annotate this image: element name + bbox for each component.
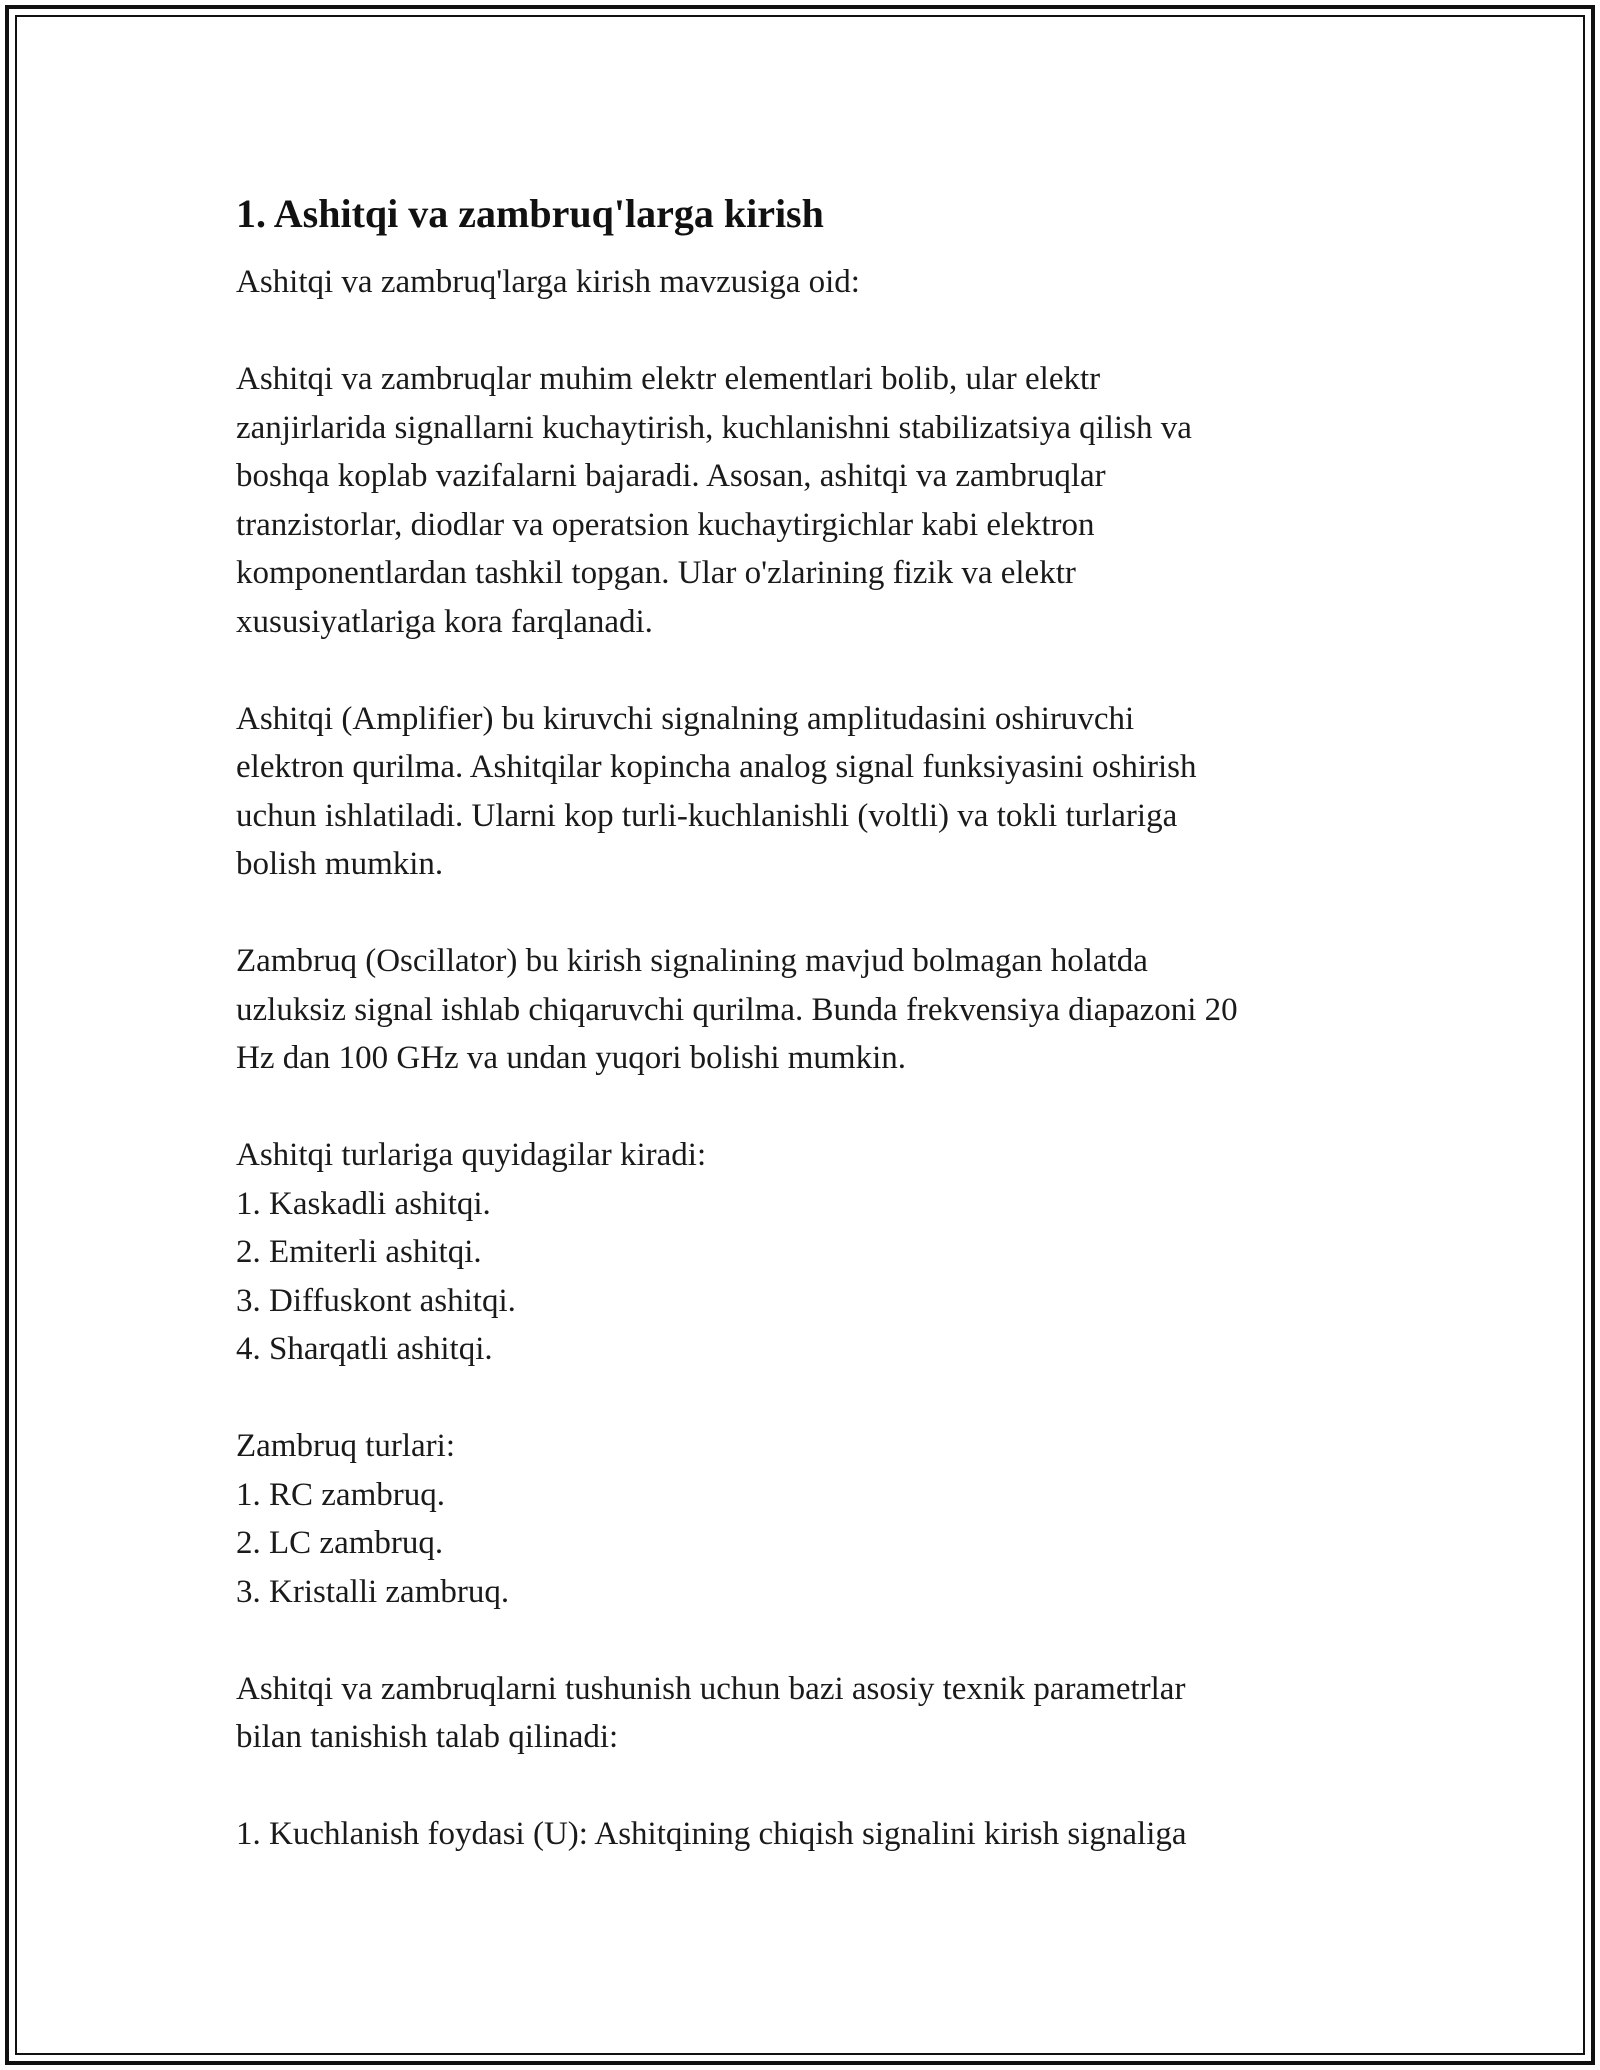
oscillator-types-list bbox=[236, 1471, 1366, 1617]
list-item: 3. Diffuskont ashitqi. bbox=[236, 1282, 516, 1319]
paragraph-spacer bbox=[236, 889, 1366, 938]
oscillator-types-heading: Zambruq turlari: bbox=[236, 1428, 456, 1464]
paragraph-oscillator: Zambruq (Oscillator) bu kirish signalining mavjud bolmagan holatda uzluksiz signal ishlab chiqaruvchi qurilma. Bunda frekvensiya diapazoni 20 Hz dan 100 GHz va undan yuqori bolishi mumkin. bbox=[236, 943, 1238, 1076]
amplifier-types-heading: Ashitqi turlariga quyidagilar kiradi: bbox=[236, 1137, 707, 1173]
paragraph-spacer bbox=[236, 307, 1366, 356]
list-item: 2. LC zambruq. bbox=[236, 1525, 444, 1561]
document-body bbox=[236, 186, 1366, 1859]
paragraph-spacer bbox=[236, 1762, 1366, 1811]
paragraph-amplifier: Ashitqi (Amplifier) bu kiruvchi signalning amplitudasini oshiruvchi elektron qurilma. Ashitqilar kopincha analog signal funksiyasini oshirish uchun ishlatiladi. Ularni kop turli-kuchlanishli (voltli) va tokli turlariga bolish mumkin. bbox=[236, 700, 1197, 882]
list-item: 3. Kristalli zambruq. bbox=[236, 1573, 510, 1610]
paragraph-spacer bbox=[236, 1374, 1366, 1423]
parameter-item: 1. Kuchlanish foydasi (U): Ashitqining chiqish signalini kirish signaliga bbox=[236, 1816, 1187, 1852]
document-title: 1. Ashitqi va zambruq'larga kirish bbox=[236, 191, 824, 236]
paragraph-spacer bbox=[236, 1616, 1366, 1665]
paragraph-spacer bbox=[236, 1083, 1366, 1132]
list-item: 1. Kaskadli ashitqi. bbox=[236, 1185, 491, 1222]
list-item: 1. RC zambruq. bbox=[236, 1476, 445, 1513]
intro-paragraph: Ashitqi va zambruq'larga kirish mavzusiga oid: bbox=[236, 264, 860, 300]
amplifier-types-list bbox=[236, 1180, 1366, 1374]
list-item: 2. Emiterli ashitqi. bbox=[236, 1234, 482, 1270]
paragraph-parameters: Ashitqi va zambruqlarni tushunish uchun bazi asosiy texnik parametrlar bilan tanishish talab qilinadi: bbox=[236, 1670, 1186, 1755]
paragraph-overview: Ashitqi va zambruqlar muhim elektr elementlari bolib, ular elektr zanjirlarida signallarni kuchaytirish, kuchlanishni stabilizatsiya qilish va boshqa koplab vazifalarni bajaradi. Asosan, ashitqi va zambruqlar tranzistorlar, diodlar va operatsion kuchaytirgichlar kabi elektron komponentlardan tashkil topgan. Ular o'zlarining fizik va elektr xususiyatlariga kora farqlanadi. bbox=[236, 361, 1192, 640]
paragraph-spacer bbox=[236, 646, 1366, 695]
list-item: 4. Sharqatli ashitqi. bbox=[236, 1331, 493, 1367]
